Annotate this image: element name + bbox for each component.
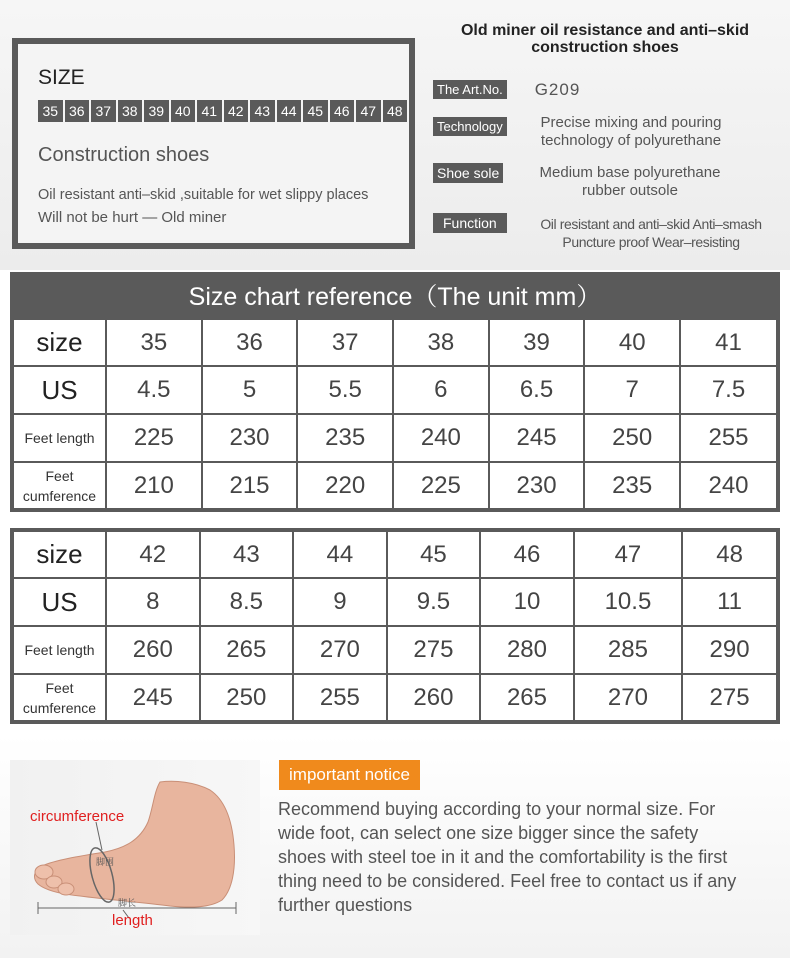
table-cell: 5 <box>202 366 298 414</box>
size-title: SIZE <box>38 66 85 89</box>
toe <box>58 883 74 895</box>
table-cell: 42 <box>106 530 200 578</box>
notice-line: shoes with steel toe in it and the comfortability is the first <box>278 847 728 867</box>
table-cell: 45 <box>387 530 481 578</box>
table-cell: 255 <box>680 414 778 462</box>
table-cell: 48 <box>682 530 778 578</box>
table-cell: 7.5 <box>680 366 778 414</box>
construction-title: Construction shoes <box>38 144 210 166</box>
notice-line: Recommend buying according to your normal size. For <box>278 799 716 819</box>
table-cell: 7 <box>584 366 680 414</box>
product-title-line2: construction shoes <box>531 39 679 56</box>
table-cell: 39 <box>489 318 585 366</box>
notice-line: further questions <box>278 895 413 915</box>
size-chip: 43 <box>250 100 275 122</box>
product-title <box>420 22 790 56</box>
table-cell: 4.5 <box>106 366 202 414</box>
table-cell: 215 <box>202 462 298 510</box>
size-chart-header: Size chart reference（The unit mm） <box>10 272 780 318</box>
table-cell: 270 <box>293 626 387 674</box>
table-cell: 10.5 <box>574 578 682 626</box>
size-chip: 39 <box>144 100 169 122</box>
size-chip-row <box>38 100 407 122</box>
spec-value-shoe-sole-line2: rubber outsole <box>582 182 678 199</box>
table-cell: 250 <box>200 674 294 722</box>
size-chip: 41 <box>197 100 222 122</box>
table-cell: 235 <box>297 414 393 462</box>
table-cell: 36 <box>202 318 298 366</box>
table-cell: 40 <box>584 318 680 366</box>
spec-value-shoe-sole-line1: Medium base polyurethane <box>539 164 721 181</box>
notice-line: wide foot, can select one size bigger since the safety <box>278 823 699 843</box>
spec-value-function-line2: Puncture proof Wear–resisting <box>562 234 740 250</box>
row-label-feet-circumference <box>12 462 106 510</box>
spec-value-shoe-sole <box>520 164 740 200</box>
table-row-size <box>12 530 778 578</box>
notice-line: thing need to be considered. Feel free to contact us if any <box>278 871 737 891</box>
table-cell: 6.5 <box>489 366 585 414</box>
row-label-us: US <box>12 578 106 626</box>
table-cell: 5.5 <box>297 366 393 414</box>
spec-label-art-no: The Art.No. <box>433 80 507 99</box>
table-cell: 6 <box>393 366 489 414</box>
notice-text <box>278 797 783 917</box>
table-cell: 265 <box>480 674 574 722</box>
table-cell: 10 <box>480 578 574 626</box>
cn-circumference-text: 脚围 <box>96 858 115 868</box>
row-label-us: US <box>12 366 106 414</box>
spec-value-technology-line2: technology of polyurethane <box>540 132 722 149</box>
table-cell: 225 <box>393 462 489 510</box>
table-row-size <box>12 318 778 366</box>
row-label-feet-circumference <box>12 674 106 722</box>
table-cell: 270 <box>574 674 682 722</box>
table-cell: 9 <box>293 578 387 626</box>
info-box <box>12 38 415 249</box>
size-chip: 42 <box>224 100 249 122</box>
size-chip: 40 <box>171 100 196 122</box>
row-label-feet-length: Feet length <box>12 626 106 674</box>
size-table-2 <box>10 528 780 724</box>
table-cell: 285 <box>574 626 682 674</box>
size-chip: 36 <box>65 100 90 122</box>
size-chip: 44 <box>277 100 302 122</box>
construction-desc-line1: Oil resistant anti–skid ,suitable for wet slippy places <box>38 187 369 203</box>
table-cell: 250 <box>584 414 680 462</box>
table-cell: 38 <box>393 318 489 366</box>
row-label-feet-circ-line2: cumference <box>22 487 97 504</box>
table-cell: 44 <box>293 530 387 578</box>
table-row-feet-length <box>12 414 778 462</box>
table-cell: 230 <box>489 462 585 510</box>
spec-label-function: Function <box>433 213 507 233</box>
size-chip: 48 <box>383 100 408 122</box>
table-cell: 11 <box>682 578 778 626</box>
table-row-feet-length <box>12 626 778 674</box>
table-cell: 46 <box>480 530 574 578</box>
row-label-size: size <box>12 318 106 366</box>
spec-value-technology <box>520 114 742 150</box>
row-label-size: size <box>12 530 106 578</box>
table-cell: 43 <box>200 530 294 578</box>
table-cell: 240 <box>393 414 489 462</box>
table-row-feet-circumference <box>12 462 778 510</box>
size-chip: 35 <box>38 100 63 122</box>
row-label-feet-circ-line1: Feet <box>45 467 74 484</box>
table-cell: 47 <box>574 530 682 578</box>
table-cell: 41 <box>680 318 778 366</box>
length-label: length <box>112 912 153 929</box>
product-title-line1: Old miner oil resistance and anti–skid <box>460 22 750 39</box>
table-cell: 280 <box>480 626 574 674</box>
table-cell: 37 <box>297 318 393 366</box>
size-chip: 47 <box>356 100 381 122</box>
table-row-us <box>12 366 778 414</box>
construction-desc-line2: Will not be hurt — Old miner <box>38 209 227 226</box>
table-cell: 240 <box>680 462 778 510</box>
table-cell: 275 <box>387 626 481 674</box>
table-cell: 260 <box>106 626 200 674</box>
table-cell: 225 <box>106 414 202 462</box>
table-cell: 9.5 <box>387 578 481 626</box>
row-label-feet-circ-line2: cumference <box>22 699 97 716</box>
info-box-inner <box>18 44 409 243</box>
important-notice-badge: important notice <box>279 760 420 790</box>
spec-value-function-line1: Oil resistant and anti–skid Anti–smash <box>540 216 762 232</box>
size-chip: 46 <box>330 100 355 122</box>
cn-length-text: 脚长 <box>118 899 137 909</box>
row-label-feet-length: Feet length <box>12 414 106 462</box>
circumference-label: circumference <box>30 808 125 825</box>
table-row-us <box>12 578 778 626</box>
size-chip: 45 <box>303 100 328 122</box>
foot-illustration <box>10 760 260 935</box>
size-table-1 <box>10 316 780 512</box>
table-cell: 275 <box>682 674 778 722</box>
spec-value-function <box>520 215 782 251</box>
table-cell: 235 <box>584 462 680 510</box>
spec-label-technology: Technology <box>433 117 507 136</box>
table-cell: 290 <box>682 626 778 674</box>
table-cell: 8 <box>106 578 200 626</box>
spec-value-art-no: G209 <box>534 80 581 99</box>
table-cell: 255 <box>293 674 387 722</box>
spec-label-shoe-sole: Shoe sole <box>433 163 503 183</box>
spec-value-technology-line1: Precise mixing and pouring <box>540 114 722 131</box>
table-cell: 230 <box>202 414 298 462</box>
row-label-feet-circ-line1: Feet <box>45 679 74 696</box>
table-cell: 245 <box>106 674 200 722</box>
table-cell: 220 <box>297 462 393 510</box>
table-row-feet-circumference <box>12 674 778 722</box>
table-cell: 210 <box>106 462 202 510</box>
table-cell: 35 <box>106 318 202 366</box>
table-cell: 265 <box>200 626 294 674</box>
table-cell: 8.5 <box>200 578 294 626</box>
table-cell: 245 <box>489 414 585 462</box>
circumference-pointer <box>96 822 102 850</box>
size-chip: 37 <box>91 100 116 122</box>
table-cell: 260 <box>387 674 481 722</box>
size-chip: 38 <box>118 100 143 122</box>
